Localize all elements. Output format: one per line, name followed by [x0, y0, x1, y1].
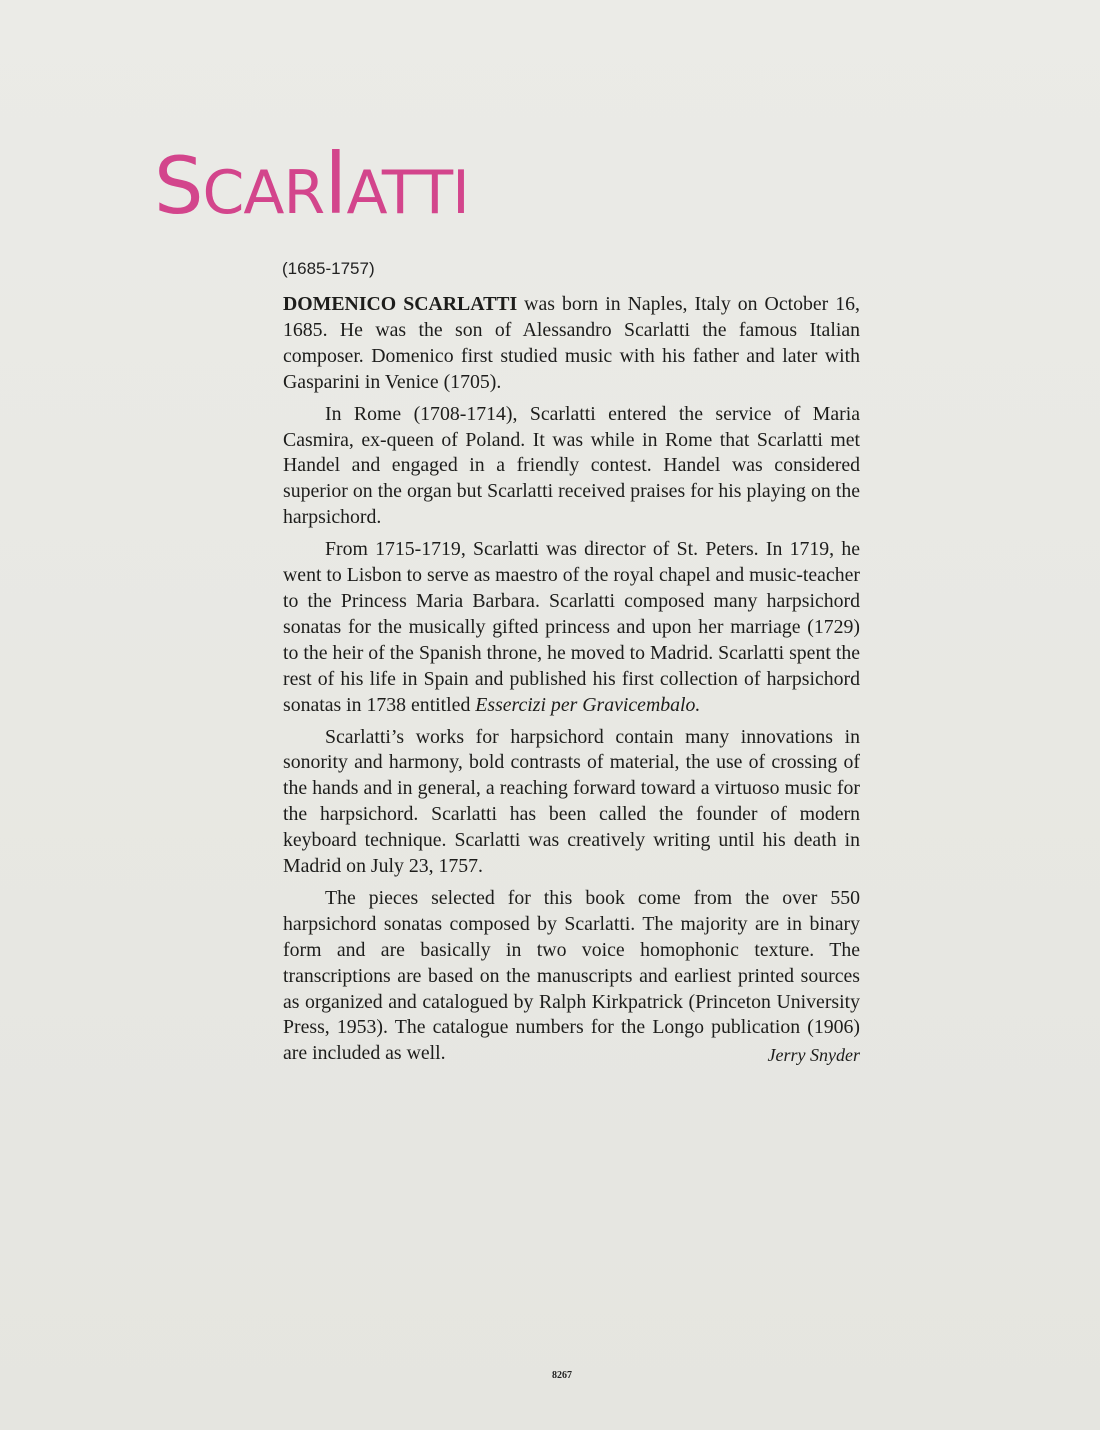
paragraph-5 — [283, 886, 860, 1067]
title-l-letter: l — [324, 135, 347, 233]
paragraph-1 — [283, 292, 860, 396]
biography-text — [283, 292, 860, 1073]
title-first-letter: S — [154, 142, 203, 232]
composer-name: DOMENICO SCARLATTI — [283, 293, 518, 315]
paragraph-2: In Rome (1708-1714), Scarlatti entered the service of Maria Casmira, ex-queen of Poland. It was while in Rome that Scarlatti met Handel and engaged in a friendly contest. Handel was considered superior on the organ but Scarlatti received praises for his playing on the harpsichord. — [283, 402, 860, 529]
paragraph-3-text: From 1715-1719, Scarlatti was director of St. Peters. In 1719, he went to Lisbon to serve as maestro of the royal chapel and music-teacher to the Princess Maria Barbara. Scarlatti composed many harpsichord sonatas for the musically gifted princess and upon her marriage (1729) to the heir of the Spanish throne, he moved to Madrid. Scarlatti spent the rest of his life in Spain and published his first collection of harpsichord sonatas in 1738 entitled — [283, 538, 860, 716]
life-dates: (1685-1757) — [282, 259, 375, 278]
page-number: 8267 — [552, 1370, 572, 1381]
paragraph-4: Scarlatti’s works for harpsichord contain many innovations in sonority and harmony, bold contrasts of material, the use of crossing of the hands and in general, a reaching forward toward a virtuoso music for the harpsichord. Scarlatti has been called the founder of modern keyboard technique. Scarlatti was creatively writing until his death in Madrid on July 23, 1757. — [283, 725, 860, 878]
title-part-a: CAR — [202, 158, 325, 228]
paragraph-1-text: was born in Naples, Italy on October 16, 1685. He was the son of Alessandro Scarlatti the famous Italian composer. Domenico first studied music with his father and later with Gasparini in Venice (1705). — [283, 293, 860, 393]
title-part-b: ATTI — [346, 158, 469, 228]
paragraph-5-text: The pieces selected for this book come from the over 550 harpsichord sonatas composed by Scarlatti. The majority are in binary form and are basically in two voice homophonic texture. The transcriptions are based on the manuscripts and earliest printed sources as organized and catalogued by Ralph Kirkpatrick (Princeton University Press, 1953). The catalogue numbers for the Longo publication (1906) are included as well. — [283, 886, 860, 1065]
publication-title: Essercizi per Gravicembalo. — [475, 693, 701, 716]
paragraph-3 — [283, 537, 860, 718]
author-signature: Jerry Snyder — [767, 1045, 860, 1066]
page-title — [154, 135, 469, 233]
